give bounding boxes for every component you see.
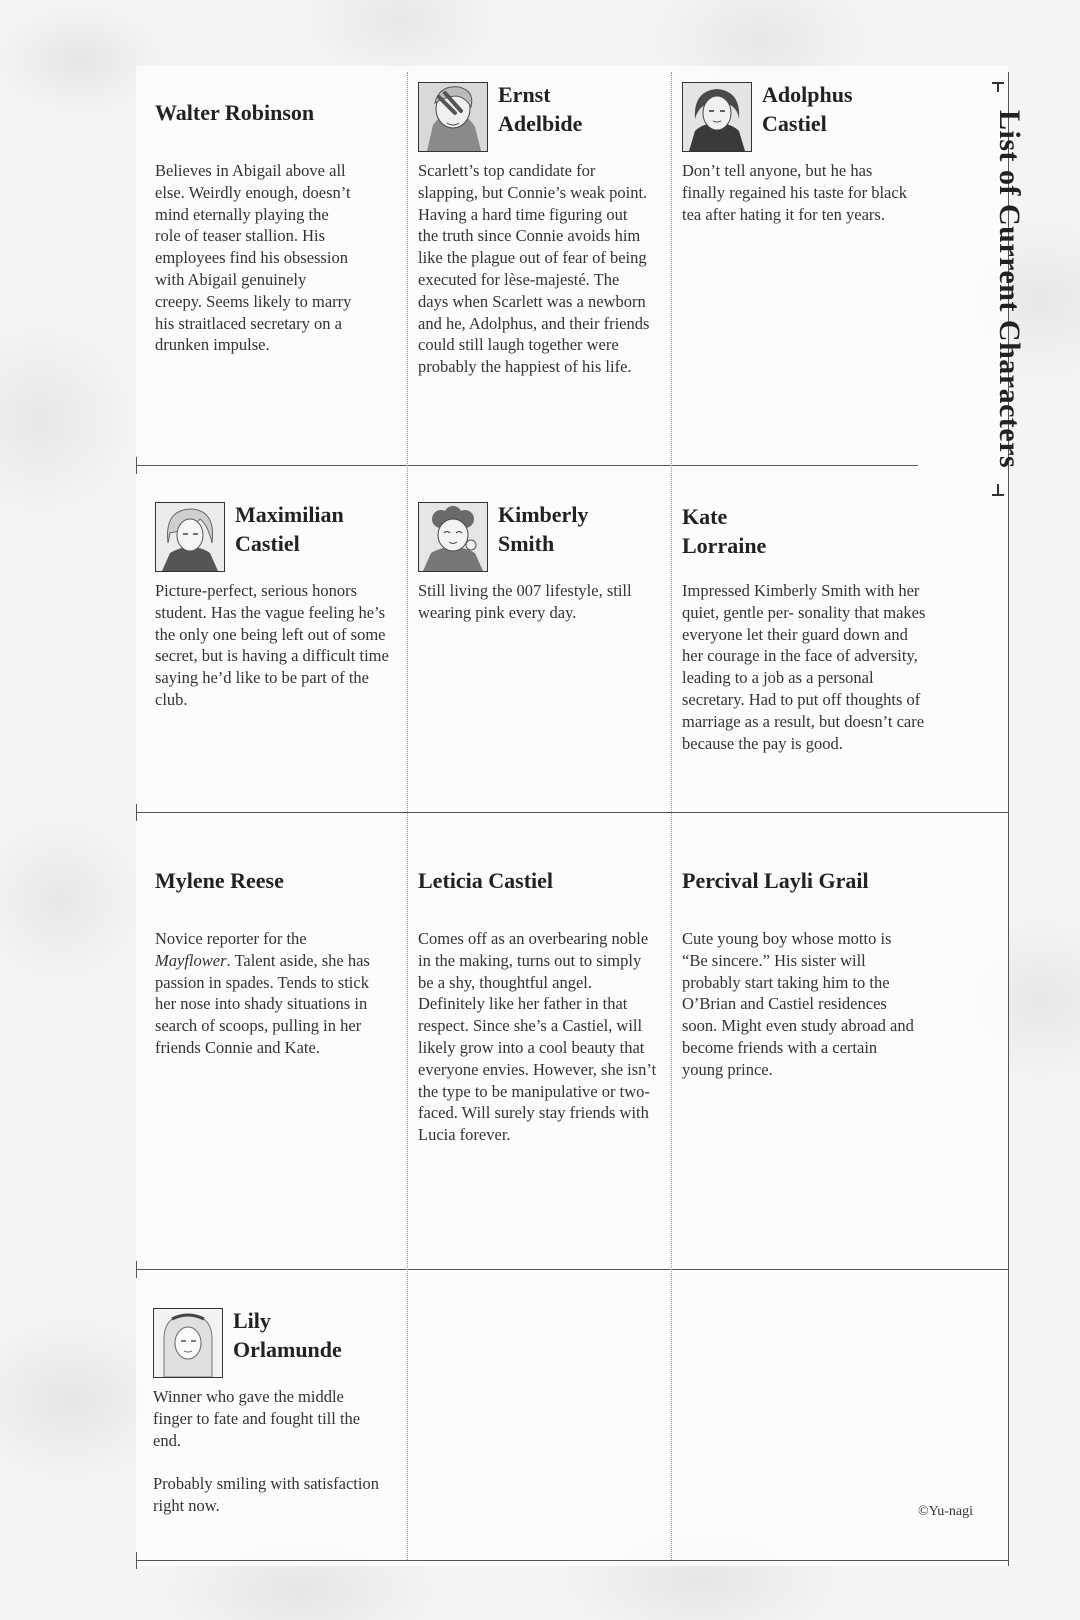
character-name: Maximilian Castiel — [235, 502, 344, 556]
bracket-top-stem — [997, 82, 999, 92]
column-divider — [671, 72, 672, 1560]
character-description: Cute young boy whose motto is “Be sincere.” His sister will probably start taking him to the O’Brian and Castiel residences soon. Might even study abroad and become friends with a certain young prince. — [682, 929, 914, 1079]
character-entry — [682, 842, 932, 1081]
character-description: Impressed Kimberly Smith with her quiet, gentle per- sonality that makes everyone let their guard down and her courage in the face of adversity, leading to a job as a personal secretary. Had to put off thoughts of marriage as a result, but doesn’t care because the pay is good. — [682, 581, 926, 753]
character-description — [155, 928, 383, 1059]
description-text: Novice reporter for the — [155, 929, 307, 948]
character-name: Mylene Reese — [155, 868, 284, 893]
character-entry — [153, 1300, 393, 1517]
character-entry — [155, 494, 401, 711]
character-entry — [155, 74, 405, 356]
bracket-bottom — [992, 494, 1004, 496]
description-text: Probably smiling with satisfaction right now. — [153, 1474, 379, 1515]
portrait-ernst — [418, 82, 488, 152]
character-name: Percival Layli Grail — [682, 868, 869, 893]
portrait-maximilian — [155, 502, 225, 572]
row-divider — [136, 465, 918, 466]
copyright-credit: ©Yu-nagi — [918, 1504, 973, 1519]
character-name: Walter Robinson — [155, 100, 315, 125]
character-entry — [418, 494, 658, 624]
description-text: Winner who gave the middle finger to fate and fought till the end. — [153, 1387, 361, 1450]
character-name: Ernst Adelbide — [498, 82, 583, 136]
portrait-lily — [153, 1308, 223, 1378]
character-name: Kimberly Smith — [498, 502, 589, 556]
character-description: Comes off as an overbearing noble in the making, turns out to simply be a shy, thoughtful angel. Definitely like her father in that respect. Since she’s a Castiel, will likely grow into a cool beauty that everyone envies. However, she isn’t the type to be manipulative or two-faced. Will surely stay friends with Lucia forever. — [418, 929, 657, 1145]
column-divider — [407, 72, 408, 1560]
character-description: Scarlett’s top candidate for slapping, but Connie’s weak point. Having a hard time figuring out the truth since Connie avoids him like the plague out of fear of being executed for lèse-majesté. The days when Scarlett was a newborn and he, Adolphus, and their friends could still laugh together were probably the happiest of his life. — [418, 161, 650, 377]
character-entry — [418, 842, 663, 1146]
character-description: Picture-perfect, serious honors student. Has the vague feeling he’s the only one being left out of some secret, but is having a difficult time saying he’d like to be part of the club. — [155, 581, 389, 709]
character-name: Adolphus Castiel — [762, 82, 853, 136]
row-divider — [136, 812, 1008, 813]
bracket-bottom-stem — [997, 484, 999, 494]
character-name: Leticia Castiel — [418, 868, 554, 893]
character-entry — [418, 74, 658, 378]
portrait-adolphus — [682, 82, 752, 152]
character-name: Lily Orlamunde — [233, 1308, 342, 1362]
character-name: Kate Lorraine — [682, 504, 767, 558]
portrait-kimberly — [418, 502, 488, 572]
publication-name: Mayflower — [155, 950, 227, 970]
character-description — [153, 1386, 383, 1517]
row-divider — [136, 1269, 1008, 1270]
description-text: . Talent aside, she has passion in spades. Tends to stick her nose into shady situations in search of scoops, pulling in her friends Connie and Kate. — [155, 950, 370, 1057]
character-entry — [682, 74, 922, 225]
character-description: Still living the 007 lifestyle, still wearing pink every day. — [418, 581, 632, 622]
page-title: List of Current Characters — [993, 110, 1026, 469]
side-title — [992, 82, 1024, 502]
character-entry — [682, 494, 932, 754]
character-description: Believes in Abigail above all else. Weirdly enough, doesn’t mind eternally playing the role of teaser stallion. His employees find his obsession with Abigail genuinely creepy. Seems likely to marry his straitlaced secretary on a drunken impulse. — [155, 161, 352, 355]
character-description: Don’t tell anyone, but he has finally regained his taste for black tea after hating it for ten years. — [682, 161, 907, 224]
row-divider — [136, 1560, 1008, 1561]
character-entry — [155, 842, 395, 1059]
